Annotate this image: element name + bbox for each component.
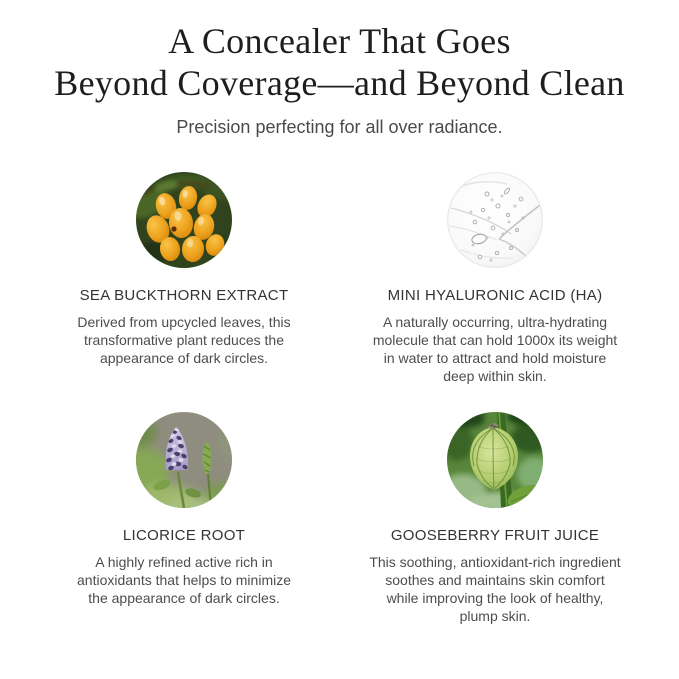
ingredient-name-sea-buckthorn: SEA BUCKTHORN EXTRACT	[79, 287, 289, 304]
desc-line: deep within skin.	[443, 368, 547, 384]
ingredient-card-gooseberry	[340, 412, 651, 625]
desc-line: This soothing, antioxidant-rich ingredient	[369, 554, 621, 570]
page-title-line1: A Concealer That Goes	[168, 21, 511, 61]
ingredient-desc-hyaluronic-acid	[373, 313, 617, 385]
desc-line: antioxidants that helps to minimize	[77, 572, 291, 588]
desc-line: while improving the look of healthy,	[386, 590, 604, 606]
desc-line: A naturally occurring, ultra-hydrating	[382, 314, 608, 330]
gooseberry-illustration	[447, 412, 543, 508]
desc-line: soothes and maintains skin comfort	[385, 572, 605, 588]
desc-line: Derived from upcycled leaves, this	[77, 314, 291, 330]
desc-line: molecule that can hold 1000x its weight	[372, 332, 618, 348]
ingredient-card-licorice-root	[29, 412, 340, 625]
gooseberry-fruit-image	[447, 412, 543, 508]
ingredient-name-hyaluronic-acid: MINI HYALURONIC ACID (HA)	[387, 287, 603, 304]
desc-line: appearance of dark circles.	[99, 350, 269, 366]
licorice-root-illustration	[136, 412, 232, 508]
hyaluronic-acid-gel-image	[447, 172, 543, 268]
desc-line: in water to attract and hold moisture	[383, 350, 607, 366]
page-title	[0, 20, 679, 104]
ingredient-desc-sea-buckthorn	[77, 313, 290, 367]
licorice-root-flower-image	[136, 412, 232, 508]
sea-buckthorn-berries-image	[136, 172, 232, 268]
page-title-line2: Beyond Coverage—and Beyond Clean	[54, 63, 625, 103]
ingredient-name-gooseberry: GOOSEBERRY FRUIT JUICE	[390, 527, 600, 544]
hyaluronic-acid-illustration	[447, 172, 543, 268]
ingredient-desc-gooseberry	[369, 553, 620, 625]
sea-buckthorn-illustration	[136, 172, 232, 268]
ingredient-card-hyaluronic-acid	[340, 172, 651, 385]
desc-line: the appearance of dark circles.	[88, 590, 280, 606]
desc-line: A highly refined active rich in	[95, 554, 273, 570]
desc-line: transformative plant reduces the	[83, 332, 284, 348]
ingredient-card-sea-buckthorn	[29, 172, 340, 385]
desc-line: plump skin.	[459, 608, 531, 624]
ingredient-desc-licorice-root	[77, 553, 291, 607]
ingredient-name-licorice-root: LICORICE ROOT	[122, 527, 246, 544]
ingredient-grid	[0, 172, 679, 625]
header	[0, 0, 679, 138]
page-subtitle: Precision perfecting for all over radiance.	[176, 117, 503, 137]
